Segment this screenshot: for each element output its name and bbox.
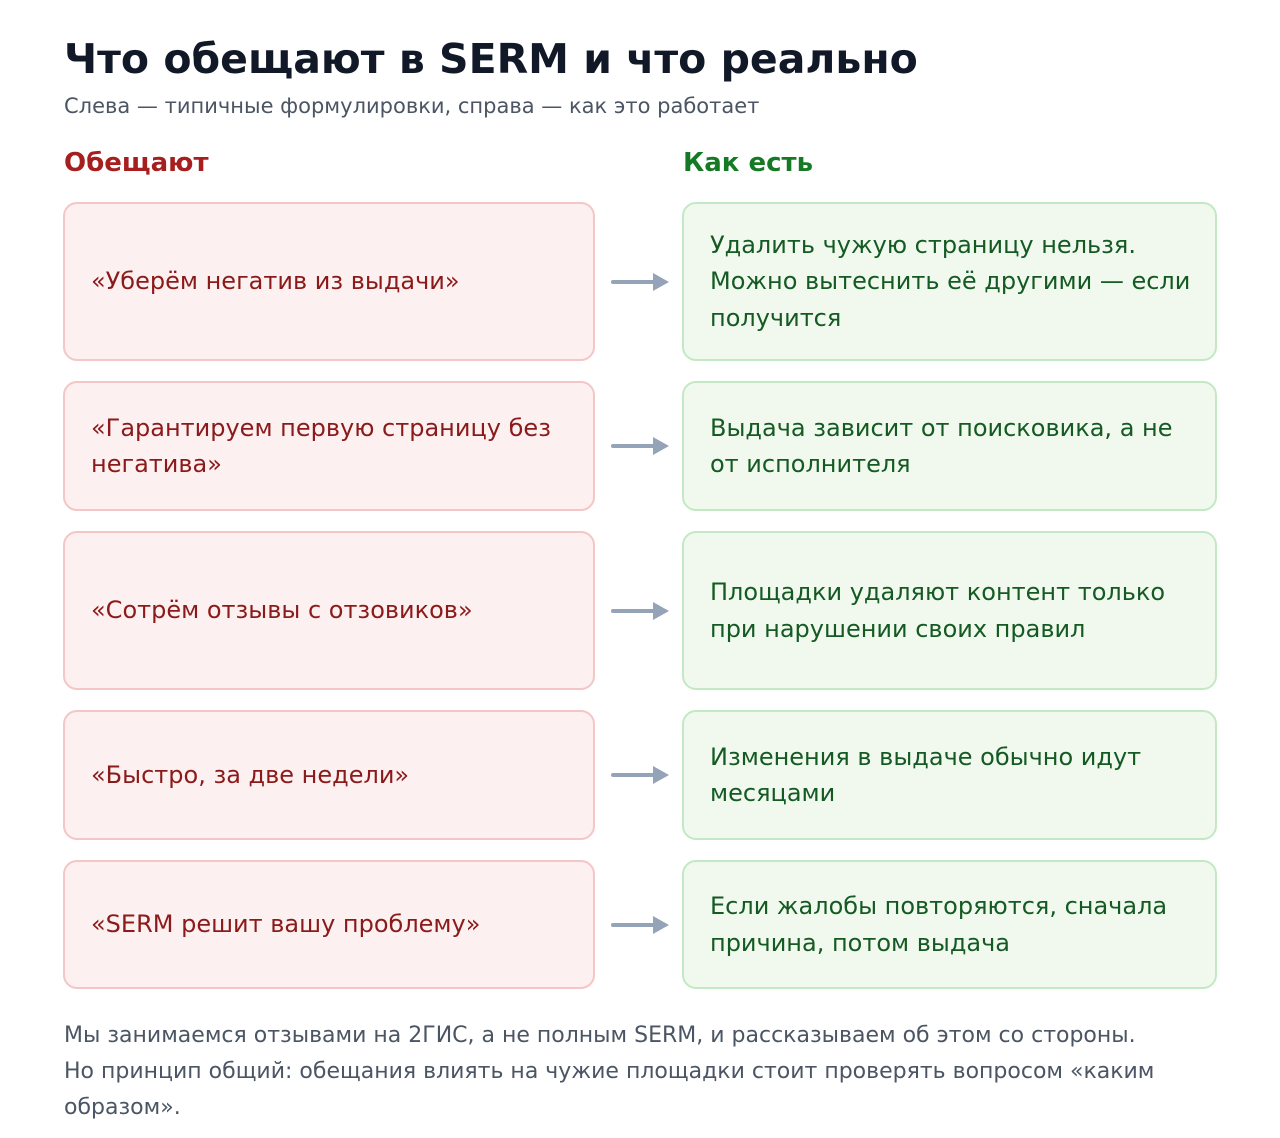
page-subtitle: Слева — типичные формулировки, справа — как это работает [64, 94, 760, 118]
reality-card [682, 710, 1217, 840]
promise-text: «Уберём негатив из выдачи» [91, 267, 460, 296]
footer-note [64, 1018, 1224, 1126]
promise-card [63, 710, 595, 840]
promise-card [63, 381, 595, 511]
comparison-row-1 [63, 202, 1217, 361]
reality-card [682, 381, 1217, 511]
reality-text: Если жалобы повторяются, сначала причина, потом выдача [710, 892, 1168, 957]
arrow-right-icon [611, 270, 671, 294]
arrow-right-icon [611, 599, 671, 623]
reality-text: Площадки удаляют контент только при нарушении своих правил [710, 578, 1166, 643]
comparison-row-4 [63, 710, 1217, 840]
promise-text: «SERM решит вашу проблему» [91, 910, 481, 939]
footer-line-1: Мы занимаемся отзывами на 2ГИС, а не полным SERM, и рассказываем об этом со стороны. [64, 1023, 1136, 1048]
reality-card [682, 860, 1217, 989]
promise-text: «Быстро, за две недели» [91, 760, 410, 789]
footer-line-2: Но принцип общий: обещания влиять на чужие площадки стоит проверять вопросом «каким образом». [64, 1059, 1155, 1120]
promise-text: «Гарантируем первую страницу без негатива» [91, 413, 551, 478]
promise-card [63, 860, 595, 989]
comparison-row-5 [63, 860, 1217, 989]
arrow-right-icon [611, 913, 671, 937]
promise-card [63, 202, 595, 361]
reality-text: Изменения в выдаче обычно идут месяцами [710, 742, 1142, 807]
reality-text: Выдача зависит от поисковика, а не от исполнителя [710, 413, 1173, 478]
column-header-promises: Обещают [64, 148, 209, 178]
page-title: Что обещают в SERM и что реально [64, 35, 918, 83]
column-header-reality: Как есть [683, 148, 814, 178]
arrow-right-icon [611, 763, 671, 787]
reality-card [682, 531, 1217, 690]
comparison-row-3 [63, 531, 1217, 690]
reality-card [682, 202, 1217, 361]
comparison-row-2 [63, 381, 1217, 511]
promise-text: «Сотрём отзывы с отзовиков» [91, 596, 473, 625]
reality-text: Удалить чужую страницу нельзя. Можно вытеснить её другими — если получится [710, 230, 1191, 332]
arrow-right-icon [611, 434, 671, 458]
promise-card [63, 531, 595, 690]
